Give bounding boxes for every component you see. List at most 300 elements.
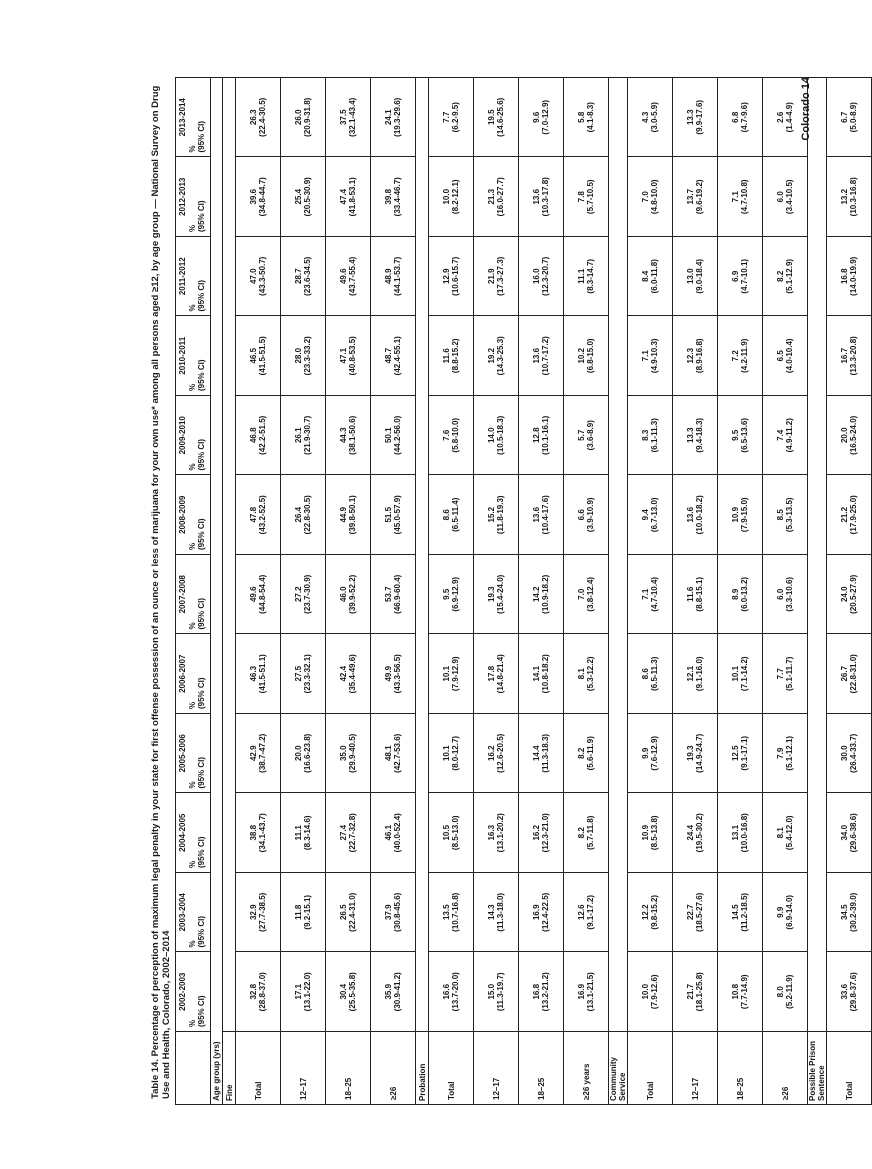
period-header: 2005-2006 — [176, 714, 189, 794]
percent-label: % — [188, 542, 197, 550]
table-cell — [564, 873, 609, 953]
table-cell — [628, 237, 673, 317]
estimate-value: 16.2 — [532, 824, 541, 841]
period-header: 2012-2013 — [176, 157, 189, 237]
estimate-value: 33.6 — [840, 983, 849, 1000]
table-cell — [281, 316, 326, 396]
table-cell — [718, 316, 763, 396]
ci-value: (30.8-45.6) — [393, 892, 402, 932]
row-label: ≥26 years — [564, 1032, 609, 1105]
table-cell — [763, 873, 808, 953]
estimate-value: 47.4 — [339, 188, 348, 205]
table-cell — [827, 793, 872, 873]
estimate-value: 48.1 — [384, 745, 393, 762]
ci-value: (23.3-33.2) — [303, 336, 312, 376]
table-cell — [281, 555, 326, 635]
estimate-value: 35.9 — [384, 983, 393, 1000]
estimate-value: 44.3 — [339, 427, 348, 444]
table-cell — [429, 157, 474, 237]
table-cell — [519, 634, 564, 714]
ci-value: (39.8-50.1) — [348, 495, 357, 535]
ci-label: (95% CI) — [197, 438, 206, 471]
period-header: 2002-2003 — [176, 952, 189, 1032]
ci-label: (95% CI) — [197, 915, 206, 948]
ci-value: (30.9-41.2) — [393, 972, 402, 1012]
estimate-value: 14.5 — [731, 904, 740, 921]
row-label: 12–17 — [673, 1032, 718, 1105]
estimate-value: 47.0 — [249, 268, 258, 285]
ci-label: (95% CI) — [197, 279, 206, 312]
estimate-value: 49.9 — [384, 665, 393, 682]
estimate-value: 6.7 — [840, 111, 849, 123]
table-cell — [474, 634, 519, 714]
ci-value: (22.4-30.5) — [258, 97, 267, 137]
estimate-value: 12.2 — [641, 904, 650, 921]
estimate-value: 11.6 — [442, 348, 451, 364]
table-cell — [326, 78, 371, 158]
table-cell — [519, 793, 564, 873]
ci-value: (19.3-29.6) — [393, 97, 402, 137]
ci-label: (95% CI) — [197, 518, 206, 550]
table-cell — [429, 873, 474, 953]
ci-value: (14.0-19.9) — [849, 256, 858, 296]
table-cell — [429, 952, 474, 1032]
ci-value: (4.8-10.0) — [650, 179, 659, 215]
estimate-value: 13.5 — [442, 904, 451, 921]
table-cell — [371, 316, 416, 396]
estimate-value: 8.4 — [641, 270, 650, 282]
ci-value: (9.9-17.6) — [695, 99, 704, 135]
section-spacer — [416, 78, 429, 1032]
ci-value: (12.6-20.5) — [496, 733, 505, 773]
estimate-value: 7.1 — [641, 588, 650, 600]
ci-value: (7.0-12.9) — [541, 99, 550, 135]
estimate-value: 12.8 — [532, 427, 541, 444]
ci-value: (42.7-53.6) — [393, 733, 402, 773]
table-cell — [628, 952, 673, 1032]
estimate-value: 8.2 — [577, 747, 586, 759]
ci-value: (42.2-51.5) — [258, 415, 267, 455]
ci-label: (95% CI) — [197, 677, 206, 709]
unit-header — [188, 157, 211, 237]
estimate-value: 16.9 — [532, 904, 541, 921]
ci-value: (39.9-52.2) — [348, 574, 357, 614]
ci-value: (34.1-43.7) — [258, 813, 267, 853]
table-cell — [827, 555, 872, 635]
estimate-value: 16.0 — [532, 268, 541, 285]
ci-value: (13.7-20.0) — [451, 972, 460, 1012]
ci-value: (5.1-12.9) — [785, 258, 794, 294]
table-cell — [827, 78, 872, 158]
estimate-value: 7.0 — [577, 588, 586, 600]
section-title: Probation — [416, 1032, 429, 1105]
estimate-value: 7.7 — [776, 668, 785, 680]
ci-value: (10.3-16.8) — [849, 177, 858, 217]
table-cell — [763, 237, 808, 317]
table-cell — [326, 793, 371, 873]
period-header: 2010-2011 — [176, 316, 189, 396]
table-cell — [236, 714, 281, 794]
estimate-value: 8.0 — [776, 986, 785, 998]
section-title: Fine — [223, 1032, 236, 1105]
table-cell — [474, 555, 519, 635]
ci-value: (8.5-13.0) — [451, 815, 460, 851]
ci-value: (5.2-11.9) — [785, 974, 794, 1009]
estimate-value: 21.2 — [840, 506, 849, 523]
table-cell — [827, 157, 872, 237]
table-cell — [673, 793, 718, 873]
table-cell — [564, 555, 609, 635]
table-cell — [281, 396, 326, 476]
ci-value: (44.1-53.7) — [393, 256, 402, 296]
estimate-value: 26.3 — [249, 109, 258, 126]
table-cell — [763, 952, 808, 1032]
estimate-value: 27.4 — [339, 824, 348, 841]
estimate-value: 13.3 — [686, 109, 695, 126]
table-cell — [718, 714, 763, 794]
rotated-table-page — [150, 77, 858, 1105]
ci-value: (13.1-20.2) — [496, 813, 505, 853]
ci-value: (10.1-16.1) — [541, 415, 550, 455]
ci-value: (7.1-14.2) — [740, 656, 749, 692]
estimate-value: 10.2 — [577, 347, 586, 364]
ci-value: (7.7-14.9) — [740, 974, 749, 1010]
unit-header — [188, 634, 211, 714]
table-cell — [718, 157, 763, 237]
ci-value: (16.6-23.8) — [303, 733, 312, 773]
estimate-value: 7.8 — [577, 191, 586, 203]
section-spacer — [609, 78, 628, 1032]
ci-value: (38.1-50.6) — [348, 415, 357, 455]
table-row — [673, 78, 718, 1105]
estimate-value: 17.8 — [487, 665, 496, 682]
estimate-value: 13.6 — [532, 347, 541, 364]
ci-value: (4.7-10.1) — [740, 258, 749, 294]
ci-value: (8.5-13.8) — [650, 815, 659, 851]
estimate-value: 50.1 — [384, 427, 393, 444]
table-cell — [628, 396, 673, 476]
ci-value: (7.9-12.9) — [451, 656, 460, 692]
ci-value: (5.8-10.0) — [451, 417, 460, 453]
table-cell — [519, 714, 564, 794]
unit-header — [188, 873, 211, 953]
table-cell — [371, 952, 416, 1032]
table-cell — [628, 475, 673, 555]
table-cell — [281, 634, 326, 714]
table-cell — [281, 873, 326, 953]
percent-label: % — [188, 940, 197, 948]
table-cell — [763, 157, 808, 237]
estimate-value: 38.8 — [249, 824, 258, 841]
ci-value: (5.1-11.7) — [785, 656, 794, 691]
estimate-value: 28.7 — [294, 268, 303, 285]
table-row — [564, 78, 609, 1105]
estimate-value: 19.5 — [487, 109, 496, 126]
table-cell — [326, 873, 371, 953]
estimate-value: 8.6 — [442, 509, 451, 521]
ci-value: (11.3-18.3) — [541, 733, 550, 773]
ci-label: (95% CI) — [197, 200, 206, 232]
ci-value: (16.5-24.0) — [849, 415, 858, 455]
ci-value: (45.0-57.9) — [393, 495, 402, 535]
ci-value: (29.6-38.6) — [849, 813, 858, 853]
table-row — [763, 78, 808, 1105]
estimate-value: 16.6 — [442, 983, 451, 1000]
estimate-value: 16.8 — [840, 268, 849, 285]
estimate-value: 19.2 — [487, 347, 496, 364]
ci-value: (35.4-49.6) — [348, 654, 357, 694]
table-cell — [763, 396, 808, 476]
estimate-value: 16.7 — [840, 347, 849, 364]
estimate-value: 25.4 — [294, 188, 303, 205]
table-cell — [763, 714, 808, 794]
estimate-value: 7.9 — [776, 747, 785, 759]
ci-value: (17.3-27.3) — [496, 256, 505, 296]
estimate-value: 7.6 — [442, 429, 451, 441]
table-cell — [281, 157, 326, 237]
ci-value: (4.1-8.3) — [586, 102, 595, 133]
table-cell — [564, 475, 609, 555]
table-cell — [827, 237, 872, 317]
table-cell — [564, 793, 609, 873]
estimate-value: 7.2 — [731, 350, 740, 362]
estimate-value: 10.1 — [442, 745, 451, 762]
table-cell — [628, 316, 673, 396]
table-cell — [763, 555, 808, 635]
estimate-value: 28.0 — [294, 347, 303, 364]
ci-value: (6.8-15.0) — [586, 338, 595, 374]
estimate-value: 15.2 — [487, 506, 496, 523]
ci-value: (10.9-18.2) — [541, 574, 550, 614]
estimate-value: 10.0 — [641, 983, 650, 1000]
ci-value: (43.3-56.5) — [393, 654, 402, 694]
estimate-value: 6.9 — [731, 270, 740, 282]
ci-value: (8.9-16.8) — [695, 338, 704, 374]
estimate-value: 4.3 — [641, 111, 650, 123]
table-cell — [564, 634, 609, 714]
ci-value: (13.1-22.0) — [303, 972, 312, 1012]
table-cell — [371, 555, 416, 635]
table-cell — [763, 793, 808, 873]
percent-label: % — [188, 781, 197, 789]
table-cell — [281, 952, 326, 1032]
estimate-value: 10.1 — [731, 665, 740, 682]
ci-label: (95% CI) — [197, 836, 206, 868]
ci-value: (22.4-31.0) — [348, 892, 357, 932]
table-cell — [763, 316, 808, 396]
table-row — [326, 78, 371, 1105]
estimate-value: 12.1 — [686, 665, 695, 682]
unit-header — [188, 714, 211, 794]
ci-value: (10.0-16.8) — [740, 813, 749, 853]
table-cell — [718, 396, 763, 476]
estimate-value: 47.1 — [339, 347, 348, 364]
estimate-value: 8.9 — [731, 588, 740, 600]
table-cell — [474, 793, 519, 873]
header-corner-lower — [188, 1032, 211, 1105]
table-cell — [371, 714, 416, 794]
table-row — [236, 78, 281, 1105]
table-cell — [564, 316, 609, 396]
ci-value: (40.0-52.4) — [393, 813, 402, 853]
ci-value: (10.3-17.8) — [541, 177, 550, 217]
unit-header — [188, 475, 211, 555]
unit-header — [188, 237, 211, 317]
estimate-value: 8.5 — [776, 509, 785, 521]
table-cell — [236, 793, 281, 873]
section-title: Community Service — [609, 1032, 628, 1105]
ci-value: (43.3-50.7) — [258, 256, 267, 296]
ci-value: (6.5-11.3) — [650, 656, 659, 691]
table-cell — [673, 78, 718, 158]
table-cell — [827, 475, 872, 555]
table-cell — [673, 475, 718, 555]
table-cell — [827, 952, 872, 1032]
estimate-value: 15.0 — [487, 983, 496, 1000]
ci-value: (3.9-10.9) — [586, 497, 595, 533]
ci-value: (3.4-10.5) — [785, 179, 794, 215]
table-cell — [371, 78, 416, 158]
table-cell — [519, 555, 564, 635]
table-cell — [673, 237, 718, 317]
ci-value: (3.6-8.9) — [586, 420, 595, 451]
table-row — [281, 78, 326, 1105]
ci-value: (10.7-17.2) — [541, 336, 550, 376]
estimate-value: 11.8 — [294, 904, 303, 920]
table-cell — [236, 157, 281, 237]
age-group-label: Age group (yrs) — [211, 78, 223, 1105]
estimate-value: 24.4 — [686, 824, 695, 841]
ci-value: (4.0-10.4) — [785, 338, 794, 374]
ci-value: (9.1-17.1) — [740, 735, 749, 771]
table-cell — [236, 316, 281, 396]
estimate-value: 10.9 — [731, 506, 740, 523]
ci-value: (4.7-10.8) — [740, 179, 749, 215]
ci-value: (9.2-15.1) — [303, 894, 312, 930]
estimate-value: 10.8 — [731, 983, 740, 1000]
ci-value: (6.5-11.4) — [451, 497, 460, 532]
table-cell — [429, 555, 474, 635]
estimate-value: 22.7 — [686, 904, 695, 921]
estimate-value: 12.5 — [731, 745, 740, 762]
table-cell — [628, 714, 673, 794]
estimate-value: 14.1 — [532, 665, 541, 682]
estimate-value: 51.5 — [384, 506, 393, 523]
ci-value: (4.2-11.9) — [740, 338, 749, 373]
ci-value: (7.9-12.6) — [650, 974, 659, 1010]
table-cell — [564, 237, 609, 317]
ci-value: (32.1-43.4) — [348, 97, 357, 137]
estimate-value: 14.3 — [487, 904, 496, 921]
table-row — [371, 78, 416, 1105]
ci-label: (95% CI) — [197, 756, 206, 789]
table-cell — [429, 316, 474, 396]
table-cell — [673, 714, 718, 794]
ci-label: (95% CI) — [197, 597, 206, 630]
table-cell — [519, 952, 564, 1032]
estimate-value: 20.0 — [294, 745, 303, 762]
table-cell — [673, 873, 718, 953]
table-cell — [718, 634, 763, 714]
table-cell — [281, 237, 326, 317]
table-cell — [429, 475, 474, 555]
ci-value: (10.8-18.2) — [541, 654, 550, 694]
estimate-value: 14.4 — [532, 745, 541, 762]
estimate-value: 30.0 — [840, 745, 849, 762]
table-cell — [371, 634, 416, 714]
row-label: Total — [236, 1032, 281, 1105]
ci-value: (6.5-13.6) — [740, 417, 749, 453]
estimate-value: 26.5 — [339, 904, 348, 921]
ci-value: (9.1-16.0) — [695, 656, 704, 692]
ci-value: (4.7-10.4) — [650, 576, 659, 612]
percent-label: % — [188, 145, 197, 153]
ci-value: (44.8-54.4) — [258, 574, 267, 614]
ci-value: (43.7-55.4) — [348, 256, 357, 296]
ci-value: (4.9-11.2) — [785, 418, 794, 453]
table-cell — [628, 873, 673, 953]
estimate-value: 48.9 — [384, 268, 393, 285]
estimate-value: 20.0 — [840, 427, 849, 444]
ci-value: (30.2-39.0) — [849, 892, 858, 932]
ci-value: (5.7-11.8) — [586, 815, 595, 850]
table-row — [718, 78, 763, 1105]
estimate-value: 27.2 — [294, 586, 303, 603]
table-cell — [371, 873, 416, 953]
table-row — [519, 78, 564, 1105]
header-row-units — [188, 78, 211, 1105]
ci-value: (38.7-47.2) — [258, 733, 267, 773]
ci-value: (8.8-15.1) — [695, 576, 704, 612]
table-row — [429, 78, 474, 1105]
table-cell — [474, 952, 519, 1032]
table-cell — [673, 634, 718, 714]
ci-value: (12.3-20.7) — [541, 256, 550, 296]
table-cell — [236, 555, 281, 635]
table-cell — [281, 793, 326, 873]
ci-value: (4.9-10.3) — [650, 338, 659, 374]
table-cell — [326, 396, 371, 476]
estimate-value: 24.1 — [384, 109, 393, 126]
table-cell — [718, 793, 763, 873]
percent-label: % — [188, 224, 197, 232]
table-cell — [236, 396, 281, 476]
ci-value: (17.9-25.0) — [849, 495, 858, 535]
table-cell — [673, 555, 718, 635]
estimate-value: 14.2 — [532, 586, 541, 603]
table-cell — [236, 237, 281, 317]
ci-value: (8.0-12.7) — [451, 735, 460, 771]
estimate-value: 11.1 — [294, 825, 303, 841]
table-cell — [718, 555, 763, 635]
estimate-value: 6.5 — [776, 350, 785, 362]
estimate-value: 16.8 — [532, 983, 541, 1000]
unit-header — [188, 555, 211, 635]
table-cell — [718, 873, 763, 953]
estimate-value: 46.8 — [249, 427, 258, 444]
period-header: 2003-2004 — [176, 873, 189, 953]
table-cell — [628, 634, 673, 714]
ci-value: (34.8-44.7) — [258, 177, 267, 217]
table-cell — [474, 475, 519, 555]
percent-label: % — [188, 304, 197, 312]
estimate-value: 13.3 — [686, 427, 695, 444]
ci-value: (9.6-19.2) — [695, 179, 704, 215]
row-label: 18–25 — [718, 1032, 763, 1105]
ci-value: (14.8-21.4) — [496, 654, 505, 694]
estimate-value: 8.6 — [641, 668, 650, 680]
ci-value: (10.6-15.7) — [451, 256, 460, 296]
